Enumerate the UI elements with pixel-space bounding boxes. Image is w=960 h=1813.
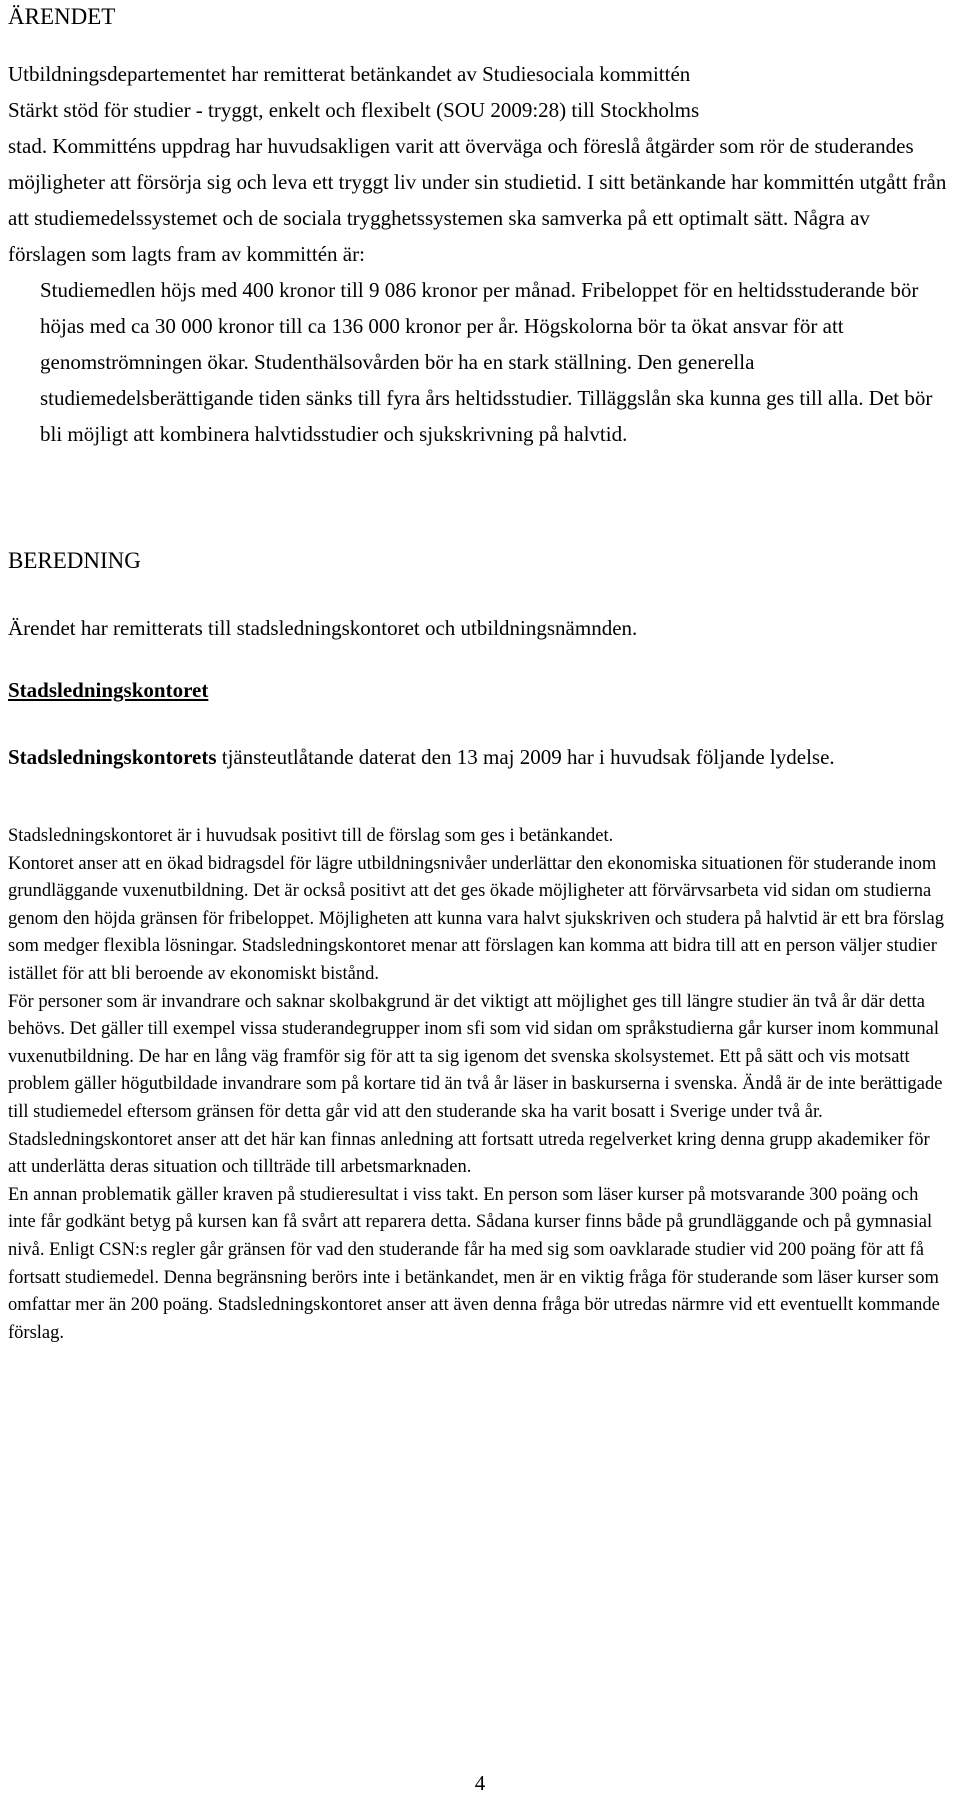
quoted-statement [8,823,948,1347]
heading-arendet: ÄRENDET [8,4,116,29]
heading-stadsledningskontoret: Stadsledningskontoret [8,678,209,702]
heading-beredning: BEREDNING [8,548,141,573]
page-number: 4 [474,1771,486,1795]
intro-line-1: Utbildningsdepartementet har remitterat betänkandet av Studiesociala kommittén [8,62,691,86]
proposals-text: Studiemedlen höjs med 400 kronor till 9 086 kronor per månad. Fribeloppet för en heltidsstuderande bör höjas med ca 30 000 kronor till ca 136 000 kronor per år. Högskolorna bör ta ökat ansvar för att genomströmningen ökar. Studenthälsovården bör ha en stark ställning. Den generella studiemedelsberättigande tiden sänks till fyra års heltidsstudier. Tilläggslån ska kunna ges till alla. Det bör bli möjligt att kombinera halvtidsstudier och sjukskrivning på halvtid. [40,278,933,446]
beredning-text: Ärendet har remitterats till stadsledningskontoret och utbildningsnämnden. [8,616,638,640]
quote-paragraph-2: Kontoret anser att en ökad bidragsdel för lägre utbildningsnivåer underlättar den ekonomiska situationen för studerande inom grundläggande vuxenutbildning. Det är också positivt att det ges ökade möjligheter att förvärvsarbeta vid sidan om studierna genom den höjda gränsen för fribeloppet. Möjligheten att kunna vara halvt sjukskriven och studera på halvtid är ett bra förslag som medger flexibla lösningar. Stadsledningskontoret menar att förslagen kan komma att bidra till att en person väljer studier istället för att bli beroende av ekonomiskt bistånd. [8,853,945,984]
intro-line-2: Stärkt stöd för studier - tryggt, enkelt och flexibelt (SOU 2009:28) till Stockholms [8,98,700,122]
quote-paragraph-3: För personer som är invandrare och saknar skolbakgrund är det viktigt att möjlighet ges till längre studier än två år där detta behövs. Det gäller till exempel vissa studerandegrupper inom sfi som vid sidan om språkstudierna går kurser inom kommunal vuxenutbildning. De har en lång väg framför sig för att ta sig igenom det svenska skolsystemet. Ett på sätt och vis motsatt problem gäller högutbildade invandrare som på kortare tid än två år läser in baskurserna i svenska. Ändå är de inte berättigade till studiemedel eftersom gränsen för detta går vid att den studerande ska ha varit bosatt i Sverige under två år. Stadsledningskontoret anser att det här kan finnas anledning att fortsatt utreda regelverket kring denna grupp akademiker för att underlätta deras situation och tillträde till arbetsmarknaden. [8,991,943,1178]
statement-text: tjänsteutlåtande daterat den 13 maj 2009 har i huvudsak följande lydelse. [216,745,835,769]
intro-paragraph [8,56,948,452]
intro-text: stad. Kommitténs uppdrag har huvudsakligen varit att överväga och föreslå åtgärder som rör de studerandes möjligheter att försörja sig och leva ett tryggt liv under sin studietid. I sitt betänkande har kommittén utgått från att studiemedelssystemet och de sociala trygghetssystemen ska samverka på ett optimalt sätt. Några av förslagen som lagts fram av kommittén är: [8,134,947,266]
statement-bold: Stadsledningskontorets [8,745,217,769]
statement-paragraph [8,741,948,774]
quote-paragraph-1: Stadsledningskontoret är i huvudsak positivt till de förslag som ges i betänkandet. [8,826,614,846]
quote-paragraph-4: En annan problematik gäller kraven på studieresultat i viss takt. En person som läser kurser på motsvarande 300 poäng och inte får godkänt betyg på kursen kan få svårt att reparera detta. Sådana kurser finns både på grundläggande och på gymnasial nivå. Enligt CSN:s regler går gränsen för vad den studerande får ha med sig som oavklarade studier vid 200 poäng för att få fortsatt studiemedel. Denna begränsning berörs inte i betänkandet, men är en viktig fråga för studerande som läser kurser som omfattar mer än 200 poäng. Stadsledningskontoret anser att även denna fråga bör utredas närmre vid ett eventuellt kommande förslag. [8,1184,940,1343]
